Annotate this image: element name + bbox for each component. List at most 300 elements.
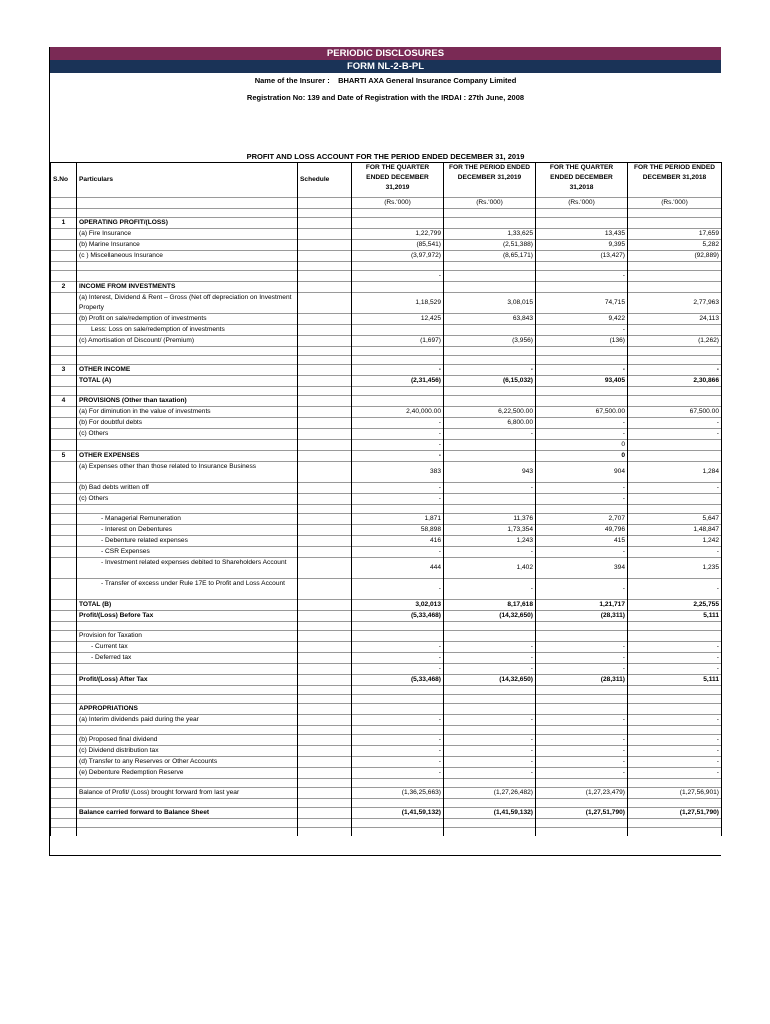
section-number: 5 [51, 451, 77, 462]
empty-cell [352, 396, 444, 407]
table-row [51, 462, 722, 483]
unit-label: (Rs.'000) [444, 198, 536, 209]
value-cell: - [536, 757, 628, 768]
value-cell: - [536, 418, 628, 429]
row-label: - Deferred tax [77, 653, 298, 664]
row-label: Balance carried forward to Balance Sheet [77, 808, 298, 819]
section-title-row [51, 396, 722, 407]
row-label: (b) Bad debts written off [77, 483, 298, 494]
value-cell [352, 325, 444, 336]
section-title: APPROPRIATIONS [77, 704, 298, 715]
value-cell: (1,27,23,479) [536, 788, 628, 799]
section-number [51, 611, 77, 622]
table-row [51, 240, 722, 251]
value-cell: - [352, 547, 444, 558]
empty-cell [444, 282, 536, 293]
value-cell: (136) [536, 336, 628, 347]
schedule-cell [298, 407, 352, 418]
row-label: Less: Loss on sale/redemption of investments [77, 325, 298, 336]
empty-cell [628, 209, 722, 218]
table-row [51, 514, 722, 525]
table-row [51, 664, 722, 675]
value-cell: - [628, 746, 722, 757]
schedule-cell [298, 675, 352, 686]
schedule-cell [298, 251, 352, 262]
value-cell: - [536, 547, 628, 558]
value-cell [628, 451, 722, 462]
section-number: 4 [51, 396, 77, 407]
value-cell: - [444, 642, 536, 653]
value-cell: 1,18,529 [352, 293, 444, 314]
value-cell: - [444, 547, 536, 558]
table-row [51, 611, 722, 622]
value-cell: (1,27,51,790) [628, 808, 722, 819]
value-cell: - [444, 735, 536, 746]
schedule-cell [298, 336, 352, 347]
empty-cell [77, 387, 298, 396]
value-cell: - [628, 768, 722, 779]
value-cell: - [444, 768, 536, 779]
empty-cell [352, 387, 444, 396]
empty-cell [536, 387, 628, 396]
value-cell: (14,32,650) [444, 675, 536, 686]
particulars-header: Particulars [77, 163, 298, 198]
row-label: Profit/(Loss) Before Tax [77, 611, 298, 622]
empty-cell [536, 704, 628, 715]
empty-cell [536, 282, 628, 293]
insurer-name: BHARTI AXA General Insurance Company Limited [338, 76, 517, 85]
value-cell: - [536, 746, 628, 757]
empty-cell [352, 779, 444, 788]
row-label: (b) Marine Insurance [77, 240, 298, 251]
schedule-cell [298, 664, 352, 675]
empty-cell [536, 686, 628, 695]
value-cell: - [352, 664, 444, 675]
empty-cell [352, 282, 444, 293]
value-cell: - [352, 429, 444, 440]
empty-cell [536, 209, 628, 218]
schedule-cell [298, 494, 352, 505]
empty-cell [536, 819, 628, 828]
empty-cell [298, 347, 352, 356]
value-cell: - [628, 715, 722, 726]
value-cell [444, 271, 536, 282]
row-label: (b) Profit on sale/redemption of investments [77, 314, 298, 325]
value-cell: (5,33,468) [352, 611, 444, 622]
row-label: (a) Interim dividends paid during the year [77, 715, 298, 726]
row-label: (c) Amortisation of Discount/ (Premium) [77, 336, 298, 347]
value-cell: 1,284 [628, 462, 722, 483]
value-cell: 0 [536, 440, 628, 451]
table-row [51, 558, 722, 579]
value-cell: 2,707 [536, 514, 628, 525]
empty-cell [536, 799, 628, 808]
row-label: TOTAL (B) [77, 600, 298, 611]
value-cell: 63,843 [444, 314, 536, 325]
empty-cell [536, 779, 628, 788]
section-title-row [51, 218, 722, 229]
section-number [51, 664, 77, 675]
empty-cell [628, 356, 722, 365]
empty-cell [536, 356, 628, 365]
value-cell: 416 [352, 536, 444, 547]
value-cell: (92,889) [628, 251, 722, 262]
table-row [51, 715, 722, 726]
schedule-cell [298, 600, 352, 611]
table-row [51, 429, 722, 440]
empty-cell [444, 218, 536, 229]
value-cell: 2,30,866 [628, 376, 722, 387]
empty-cell [298, 799, 352, 808]
empty-cell [444, 695, 536, 704]
section-number [51, 735, 77, 746]
section-number [51, 293, 77, 314]
value-cell: - [628, 547, 722, 558]
registration-line: Registration No: 139 and Date of Registration with the IRDAI : 27th June, 2008 [246, 93, 525, 102]
empty-cell [536, 631, 628, 642]
spacer-row [51, 726, 722, 735]
row-label: - Managerial Remuneration [77, 514, 298, 525]
section-number [51, 440, 77, 451]
value-cell: 1,73,354 [444, 525, 536, 536]
table-row [51, 600, 722, 611]
empty-cell [536, 828, 628, 837]
row-label: (b) Proposed final dividend [77, 735, 298, 746]
value-cell: (1,697) [352, 336, 444, 347]
empty-cell [628, 779, 722, 788]
spacer-row [51, 262, 722, 271]
value-cell [628, 494, 722, 505]
empty-cell [628, 686, 722, 695]
value-cell: - [536, 365, 628, 376]
value-cell: 2,25,755 [628, 600, 722, 611]
value-cell: 3,02,013 [352, 600, 444, 611]
schedule-cell [298, 314, 352, 325]
value-cell: - [352, 579, 444, 600]
value-cell [628, 440, 722, 451]
empty-cell [536, 218, 628, 229]
section-number [51, 704, 77, 715]
value-cell: - [628, 757, 722, 768]
value-cell: 1,22,799 [352, 229, 444, 240]
row-label: (c) Others [77, 429, 298, 440]
disclosure-sheet [49, 47, 721, 856]
value-cell: 24,113 [628, 314, 722, 325]
empty-cell [352, 262, 444, 271]
empty-cell [444, 387, 536, 396]
empty-cell [77, 209, 298, 218]
row-label: (c) Others [77, 494, 298, 505]
value-cell: 1,402 [444, 558, 536, 579]
value-cell: (13,427) [536, 251, 628, 262]
insurer-line [50, 76, 721, 85]
value-cell: - [628, 664, 722, 675]
table-row [51, 325, 722, 336]
section-number [51, 336, 77, 347]
row-label: - CSR Expenses [77, 547, 298, 558]
row-label: Provision for Taxation [77, 631, 298, 642]
empty-cell [77, 799, 298, 808]
value-cell: - [628, 735, 722, 746]
value-cell: - [352, 365, 444, 376]
value-cell: - [444, 715, 536, 726]
value-cell: 444 [352, 558, 444, 579]
value-cell: - [536, 768, 628, 779]
value-cell: 5,111 [628, 611, 722, 622]
schedule-cell [298, 642, 352, 653]
empty-cell [352, 622, 444, 631]
section-number [51, 788, 77, 799]
schedule-cell [298, 462, 352, 483]
value-cell: (5,33,468) [352, 675, 444, 686]
row-label [77, 271, 298, 282]
value-cell: - [536, 271, 628, 282]
empty-cell [51, 828, 77, 837]
spacer-row [51, 686, 722, 695]
schedule-cell [298, 768, 352, 779]
section-number: 2 [51, 282, 77, 293]
empty-cell [628, 387, 722, 396]
insurer-label: Name of the Insurer : [254, 76, 330, 85]
empty-cell [628, 396, 722, 407]
empty-cell [628, 631, 722, 642]
value-cell: 1,871 [352, 514, 444, 525]
empty-cell [77, 505, 298, 514]
value-cell: - [536, 642, 628, 653]
table-row [51, 547, 722, 558]
value-cell: 6,22,500.00 [444, 407, 536, 418]
empty-cell [628, 704, 722, 715]
schedule-cell [298, 365, 352, 376]
row-label: (a) For diminution in the value of investments [77, 407, 298, 418]
section-number [51, 407, 77, 418]
table-row [51, 451, 722, 462]
schedule-cell [298, 757, 352, 768]
section-number [51, 808, 77, 819]
empty-cell [51, 347, 77, 356]
value-cell: - [352, 418, 444, 429]
value-cell: 2,77,963 [628, 293, 722, 314]
schedule-header: Schedule [298, 163, 352, 198]
table-row [51, 788, 722, 799]
value-cell: - [444, 664, 536, 675]
empty-cell [628, 218, 722, 229]
spacer-row [51, 209, 722, 218]
value-cell: (3,956) [444, 336, 536, 347]
spacer-row [51, 779, 722, 788]
empty-cell [298, 631, 352, 642]
empty-cell [51, 631, 77, 642]
value-cell: (1,36,25,663) [352, 788, 444, 799]
row-label: (c ) Miscellaneous Insurance [77, 251, 298, 262]
spacer-row [51, 622, 722, 631]
schedule-cell [298, 611, 352, 622]
table-row [51, 653, 722, 664]
schedule-cell [298, 293, 352, 314]
section-number [51, 325, 77, 336]
empty-cell [444, 819, 536, 828]
section-number [51, 768, 77, 779]
row-label [77, 664, 298, 675]
empty-cell [51, 799, 77, 808]
value-cell: 17,659 [628, 229, 722, 240]
value-cell: - [628, 653, 722, 664]
schedule-cell [298, 418, 352, 429]
table-row [51, 536, 722, 547]
empty-cell [51, 262, 77, 271]
row-label: Profit/(Loss) After Tax [77, 675, 298, 686]
col-quarter-2018-header: FOR THE QUARTER ENDED DECEMBER 31,2018 [536, 163, 628, 198]
value-cell: 0 [536, 451, 628, 462]
section-number [51, 514, 77, 525]
table-row [51, 675, 722, 686]
value-cell: 1,48,847 [628, 525, 722, 536]
empty-cell [298, 282, 352, 293]
empty-cell [536, 505, 628, 514]
value-cell: - [628, 483, 722, 494]
empty-cell [77, 686, 298, 695]
table-row [51, 418, 722, 429]
row-label: (b) For doubtful debts [77, 418, 298, 429]
section-title-row [51, 282, 722, 293]
empty-cell [536, 347, 628, 356]
value-cell: - [352, 757, 444, 768]
empty-cell [444, 209, 536, 218]
section-number [51, 418, 77, 429]
value-cell: 3,08,015 [444, 293, 536, 314]
value-cell: - [444, 757, 536, 768]
schedule-cell [298, 653, 352, 664]
section-number [51, 600, 77, 611]
row-label: Balance of Profit/ (Loss) brought forward from last year [77, 788, 298, 799]
empty-cell [628, 262, 722, 271]
sub-label-row [51, 631, 722, 642]
empty-cell [536, 396, 628, 407]
value-cell: - [352, 271, 444, 282]
value-cell: - [536, 429, 628, 440]
empty-cell [444, 799, 536, 808]
section-number [51, 229, 77, 240]
empty-cell [298, 262, 352, 271]
value-cell [628, 325, 722, 336]
schedule-cell [298, 325, 352, 336]
spacer-row [51, 828, 722, 837]
schedule-cell [298, 271, 352, 282]
empty-cell [352, 505, 444, 514]
spacer-row [51, 819, 722, 828]
schedule-cell [298, 240, 352, 251]
value-cell [444, 451, 536, 462]
value-cell: - [352, 451, 444, 462]
table-row [51, 735, 722, 746]
value-cell: 13,435 [536, 229, 628, 240]
row-label: (e) Debenture Redemption Reserve [77, 768, 298, 779]
empty-cell [352, 631, 444, 642]
empty-cell [51, 779, 77, 788]
value-cell: 49,796 [536, 525, 628, 536]
schedule-cell [298, 579, 352, 600]
table-row [51, 579, 722, 600]
spacer-row [51, 356, 722, 365]
value-cell: - [628, 365, 722, 376]
empty-cell [298, 819, 352, 828]
empty-cell [77, 726, 298, 735]
empty-cell [628, 819, 722, 828]
value-cell: 5,111 [628, 675, 722, 686]
empty-cell [628, 799, 722, 808]
empty-cell [352, 686, 444, 695]
table-row [51, 757, 722, 768]
value-cell: - [444, 746, 536, 757]
value-cell: (3,97,972) [352, 251, 444, 262]
periodic-disclosures-band: PERIODIC DISCLOSURES [50, 47, 721, 60]
section-title: INCOME FROM INVESTMENTS [77, 282, 298, 293]
schedule-cell [298, 514, 352, 525]
section-number [51, 483, 77, 494]
col-quarter-2019-header: FOR THE QUARTER ENDED DECEMBER 31,2019 [352, 163, 444, 198]
empty-cell [444, 686, 536, 695]
value-cell: 9,422 [536, 314, 628, 325]
table-row [51, 314, 722, 325]
spacer-row [51, 505, 722, 514]
row-label: - Current tax [77, 642, 298, 653]
section-number [51, 271, 77, 282]
row-label: (c) Dividend distribution tax [77, 746, 298, 757]
empty-cell [444, 505, 536, 514]
value-cell: - [352, 440, 444, 451]
value-cell [444, 440, 536, 451]
section-number [51, 536, 77, 547]
value-cell: 383 [352, 462, 444, 483]
empty-cell [352, 356, 444, 365]
table-row [51, 483, 722, 494]
value-cell: (85,541) [352, 240, 444, 251]
empty-cell [51, 622, 77, 631]
section-number [51, 429, 77, 440]
unit-label: (Rs.'000) [536, 198, 628, 209]
value-cell: - [444, 429, 536, 440]
section-number [51, 746, 77, 757]
value-cell: - [352, 715, 444, 726]
empty-cell [628, 695, 722, 704]
value-cell: 8,17,618 [444, 600, 536, 611]
value-cell: - [536, 715, 628, 726]
value-cell: (14,32,650) [444, 611, 536, 622]
empty-cell [298, 218, 352, 229]
schedule-cell [298, 429, 352, 440]
table-row [51, 746, 722, 757]
empty-cell [298, 622, 352, 631]
schedule-cell [298, 788, 352, 799]
profit-loss-table [50, 162, 722, 836]
section-number [51, 642, 77, 653]
empty-cell [77, 356, 298, 365]
table-row [51, 407, 722, 418]
value-cell: (2,51,388) [444, 240, 536, 251]
value-cell: (28,311) [536, 611, 628, 622]
empty-cell [444, 356, 536, 365]
spacer-row [51, 387, 722, 396]
empty-cell [77, 695, 298, 704]
schedule-cell [298, 558, 352, 579]
section-number [51, 314, 77, 325]
value-cell: - [352, 746, 444, 757]
row-label: - Debenture related expenses [77, 536, 298, 547]
value-cell: - [628, 418, 722, 429]
section-number [51, 653, 77, 664]
row-label [77, 440, 298, 451]
table-row [51, 440, 722, 451]
